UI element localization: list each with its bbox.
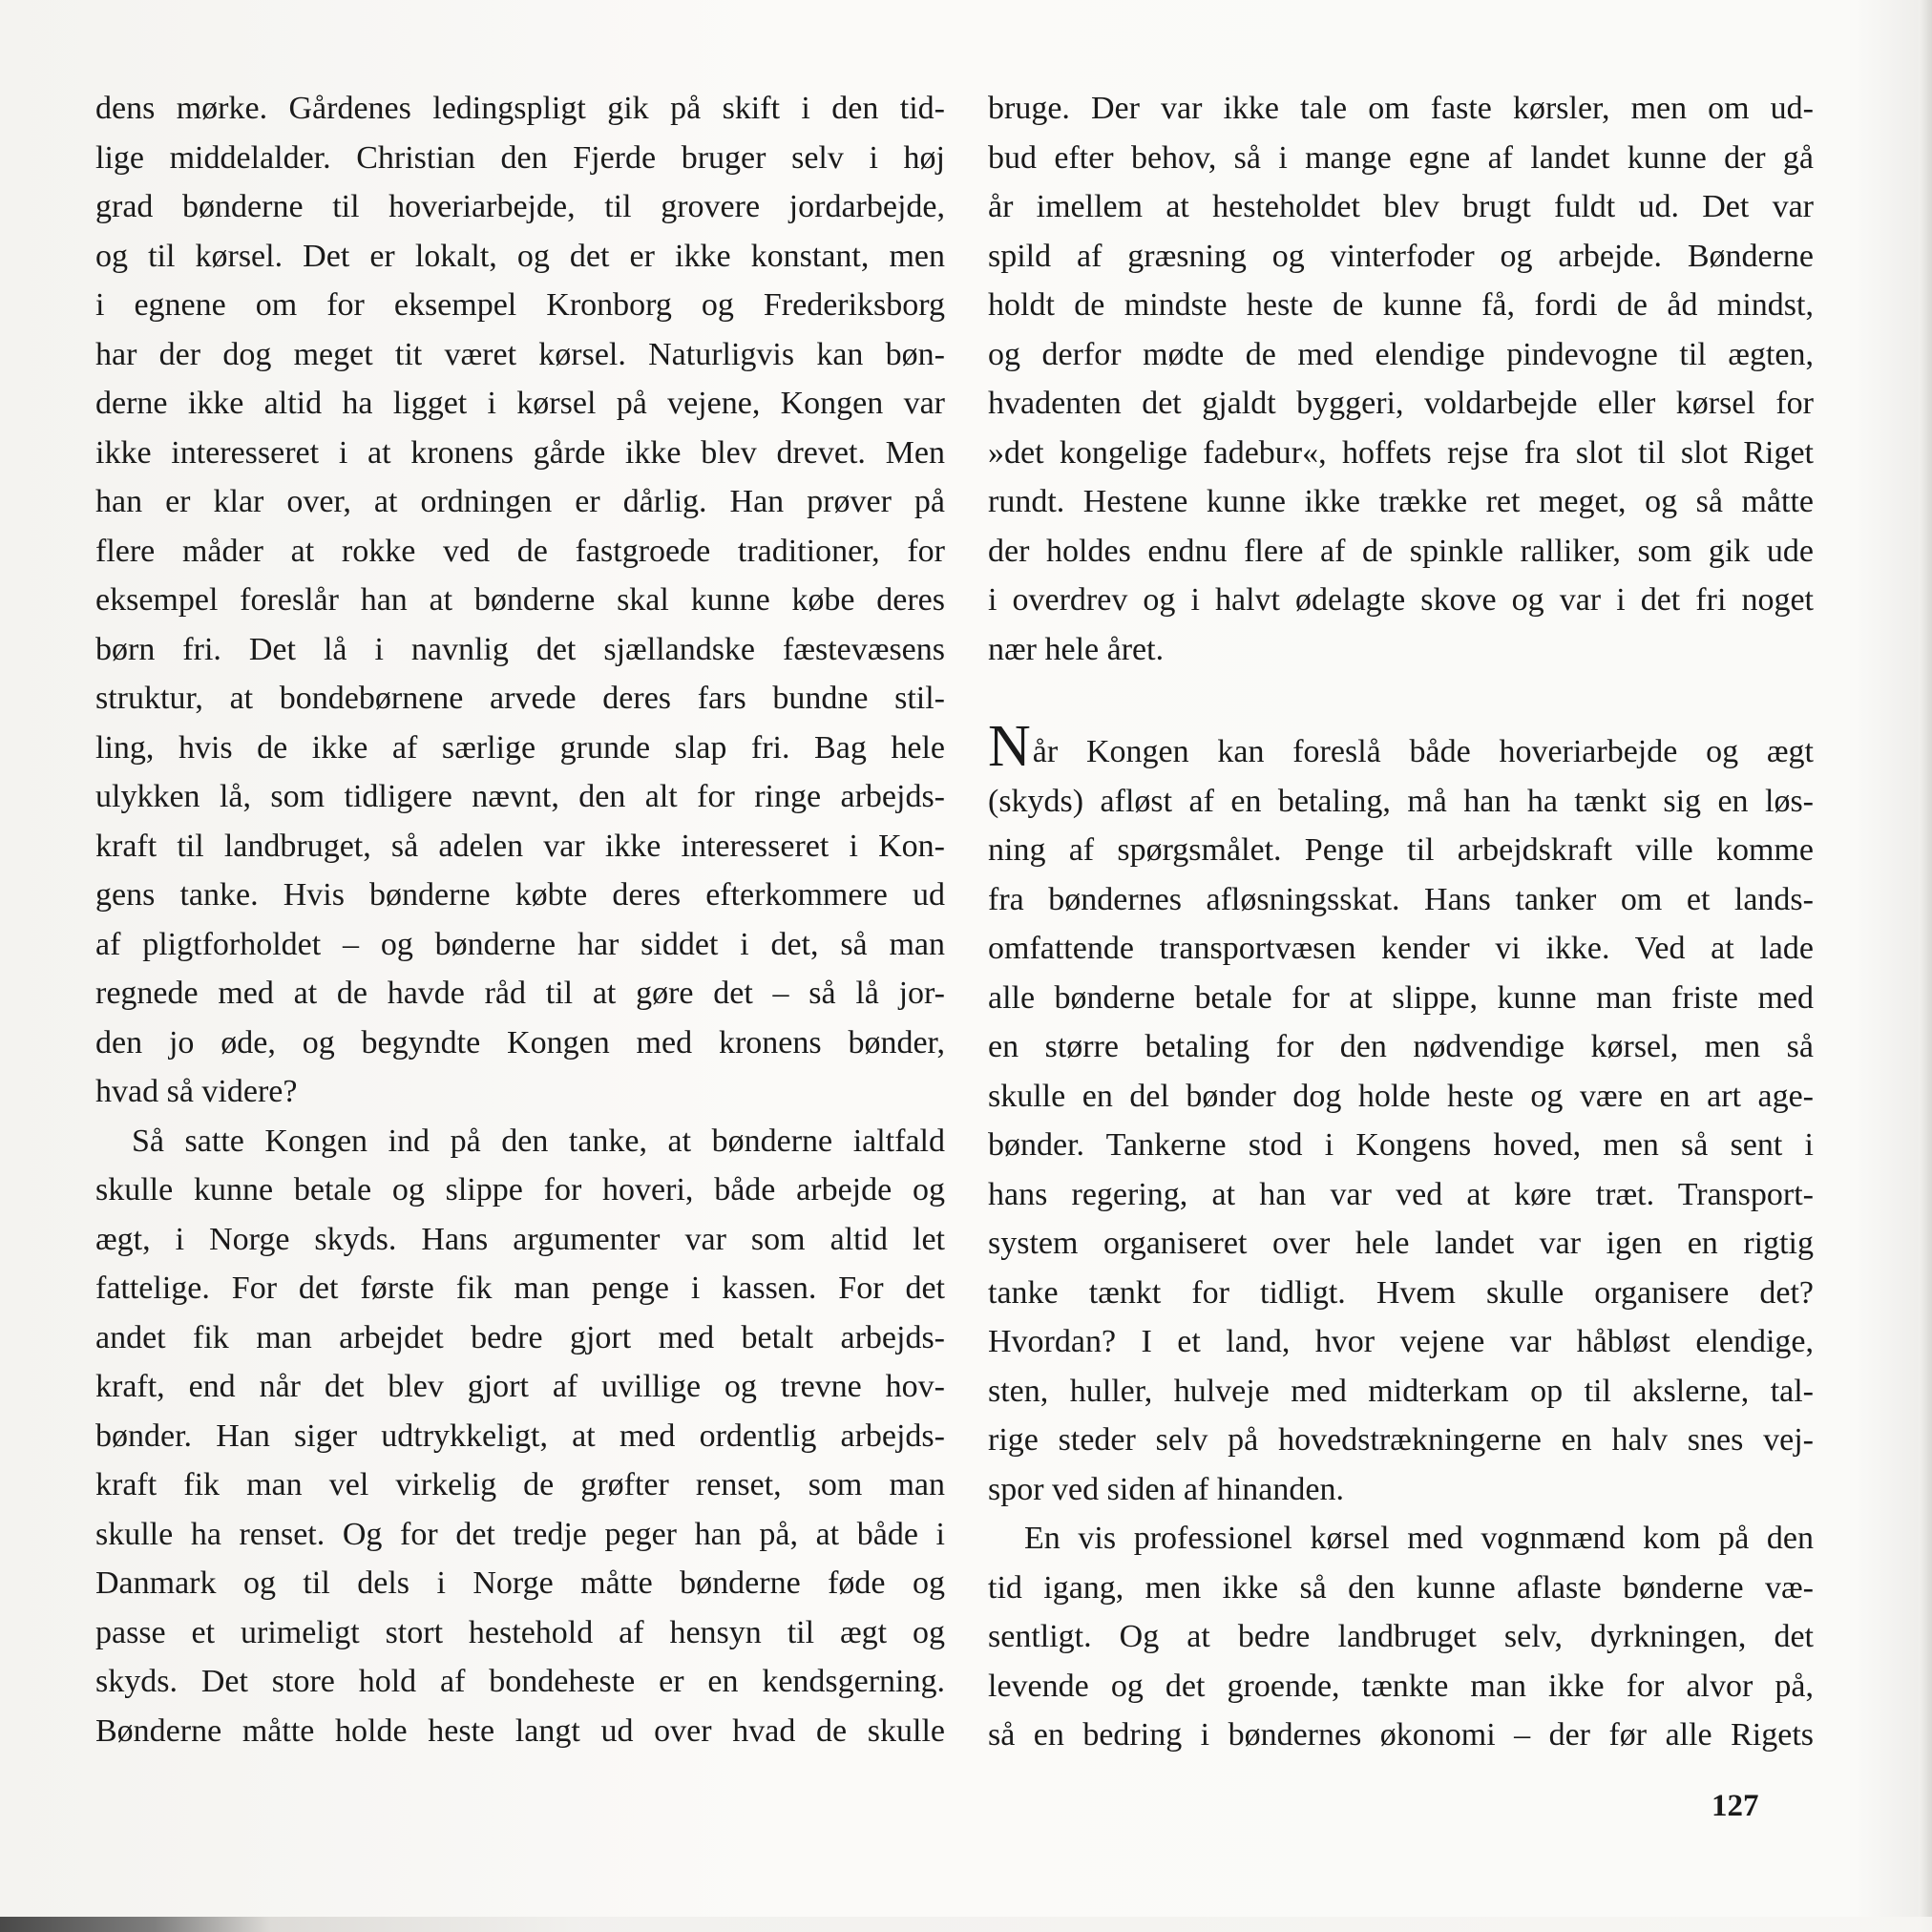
line-text: hvadenten det gjaldt byggeri, voldarbejde eller kørsel for: [988, 386, 1814, 421]
text-line: [988, 625, 1814, 675]
line-text: En vis professionel kørsel med vognmænd kom på den: [1024, 1521, 1814, 1556]
line-text: Hvordan? I et land, hvor vejene var håbløst elendige,: [988, 1324, 1814, 1359]
line-text: tid igang, men ikke så den kunne aflaste bønderne væ-: [988, 1569, 1814, 1606]
line-text: skyds. Det store hold af bondeheste er en kendsgerning.: [95, 1664, 945, 1699]
text-line: [988, 527, 1814, 577]
page-edge-shadow: [1919, 0, 1932, 1932]
text-line: [988, 330, 1814, 380]
text-line: [95, 429, 945, 478]
text-line: [988, 84, 1814, 134]
line-text: han er klar over, at ordningen er dårlig. Han prøver på: [95, 484, 945, 519]
line-text: kraft, end når det blev gjort af uvillige og trevne hov-: [95, 1369, 945, 1404]
line-text: omfattende transportvæsen kender vi ikke. Ved at lade: [988, 931, 1814, 966]
text-line: [988, 1465, 1814, 1515]
text-line: [95, 1608, 945, 1658]
line-text: Danmark og til dels i Norge måtte bønderne føde og: [95, 1565, 945, 1601]
text-line: [988, 1121, 1814, 1170]
line-text: rige steder selv på hovedstrækningerne en halv snes vej-: [988, 1422, 1814, 1458]
line-text: hvad så videre?: [95, 1074, 298, 1109]
line-text: system organiseret over hele landet var igen en rigtig: [988, 1226, 1814, 1261]
text-line: [95, 84, 945, 134]
line-text: levende og det groende, tænkte man ikke for alvor på,: [988, 1668, 1814, 1704]
text-line: [988, 1317, 1814, 1367]
text-line: [988, 379, 1814, 429]
line-text: en større betaling for den nødvendige kørsel, men så: [988, 1029, 1814, 1064]
page-number: 127: [1712, 1789, 1759, 1823]
line-text: grad bønderne til hoveriarbejde, til grovere jordarbejde,: [95, 189, 945, 224]
line-text: kraft til landbruget, så adelen var ikke interesseret i Kon-: [95, 828, 945, 864]
text-line: [95, 1018, 945, 1068]
line-text: ægt, i Norge skyds. Hans argumenter var som altid let: [95, 1221, 945, 1257]
text-line: [95, 1362, 945, 1412]
text-line: [95, 1215, 945, 1265]
right-text-column: [988, 84, 1814, 1760]
line-text: spor ved siden af hinanden.: [988, 1471, 1344, 1507]
text-line: [988, 1072, 1814, 1122]
line-text: hans regering, at han var ved at køre træt. Transport-: [988, 1176, 1814, 1212]
text-line: [95, 920, 945, 970]
line-text: så en bedring i bøndernes økonomi – der før alle Rigets: [988, 1717, 1814, 1753]
text-line: [988, 429, 1814, 478]
text-line: [988, 1219, 1814, 1269]
text-line: [95, 1067, 945, 1117]
line-text: regnede med at de havde råd til at gøre det – så lå jor-: [95, 976, 945, 1011]
line-text: sten, huller, hulveje med midterkam op til akslerne, tal-: [988, 1373, 1814, 1409]
line-text: år imellem at hesteholdet blev brugt fuldt ud. Det var: [988, 189, 1814, 224]
paragraph-gap: [988, 674, 1814, 727]
text-line: [95, 1117, 945, 1166]
line-text: har der dog meget tit været kørsel. Naturligvis kan bøn-: [95, 336, 945, 372]
text-line: [988, 1612, 1814, 1662]
line-text: bønder. Tankerne stod i Kongens hoved, men så sent i: [988, 1127, 1814, 1163]
text-line: [988, 1367, 1814, 1417]
text-line: [95, 576, 945, 625]
line-text: skulle kunne betale og slippe for hoveri, både arbejde og: [95, 1172, 945, 1208]
text-line: [95, 330, 945, 380]
line-text: eksempel foreslår han at bønderne skal kunne købe deres: [95, 582, 945, 618]
text-line: [988, 134, 1814, 183]
text-line: [988, 1269, 1814, 1318]
text-line: [988, 1022, 1814, 1072]
text-line: [95, 724, 945, 773]
line-text: struktur, at bondebørnene arvede deres fars bundne stil-: [95, 681, 945, 716]
text-line: [988, 826, 1814, 875]
line-text: (skyds) afløst af en betaling, må han ha tænkt sig en løs-: [988, 783, 1814, 819]
text-line: [988, 1416, 1814, 1465]
text-line: [95, 822, 945, 872]
text-line: [95, 674, 945, 724]
line-text: og til kørsel. Det er lokalt, og det er ikke konstant, men: [95, 238, 945, 274]
line-text: skulle ha renset. Og for det tredje peger han på, at både i: [95, 1516, 945, 1552]
text-line: [95, 1412, 945, 1461]
text-line: [95, 1657, 945, 1707]
line-text: børn fri. Det lå i navnlig det sjællandske fæstevæsens: [95, 631, 945, 667]
line-text: tanke tænkt for tidligt. Hvem skulle organisere det?: [988, 1274, 1814, 1311]
line-text: ulykken lå, som tidligere nævnt, den alt for ringe arbejds-: [95, 779, 945, 814]
line-text: sentligt. Og at bedre landbruget selv, dyrkningen, det: [988, 1619, 1814, 1654]
line-text: »det kongelige fadebur«, hoffets rejse fra slot til slot Riget: [988, 434, 1814, 471]
text-line: [95, 1313, 945, 1363]
line-text: skulle en del bønder dog holde heste og være en art age-: [988, 1078, 1814, 1114]
line-text: gens tanke. Hvis bønderne købte deres efterkommere ud: [95, 877, 945, 913]
line-text: kraft fik man vel virkelig de grøfter renset, som man: [95, 1467, 945, 1502]
text-line: [95, 1166, 945, 1215]
line-text: og derfor mødte de med elendige pindevogne til ægten,: [988, 336, 1814, 372]
text-line: [988, 974, 1814, 1023]
text-line: [988, 714, 1814, 779]
line-text: fattelige. For det første fik man penge i kassen. For det: [95, 1270, 945, 1306]
text-line: [95, 625, 945, 675]
line-text: af pligtforholdet – og bønderne har siddet i det, så man: [95, 926, 945, 962]
line-text: ning af spørgsmålet. Penge til arbejdskraft ville komme: [988, 832, 1814, 868]
line-text: den jo øde, og begyndte Kongen med kronens bønder,: [95, 1024, 945, 1060]
text-line: [988, 924, 1814, 974]
line-text: ikke interesseret i at kronens gårde ikke blev drevet. Men: [95, 434, 945, 471]
line-text: Bønderne måtte holde heste langt ud over hvad de skulle: [95, 1712, 945, 1749]
text-line: [95, 182, 945, 232]
text-line: [95, 379, 945, 429]
text-line: [988, 576, 1814, 625]
text-line: [95, 1264, 945, 1313]
text-line: [95, 527, 945, 577]
line-text: passe et urimeligt stort hestehold af hensyn til ægt og: [95, 1614, 945, 1650]
drop-cap: N: [988, 714, 1031, 779]
line-text: fra bøndernes afløsningsskat. Hans tanker om et lands-: [988, 881, 1814, 917]
text-line: [988, 232, 1814, 282]
line-text: alle bønderne betale for at slippe, kunne man friste med: [988, 979, 1814, 1016]
line-text: lige middelalder. Christian den Fjerde bruger selv i høj: [95, 139, 945, 176]
line-text: andet fik man arbejdet bedre gjort med betalt arbejds-: [95, 1319, 945, 1355]
text-line: [95, 477, 945, 527]
text-line: [95, 772, 945, 822]
text-line: [988, 1711, 1814, 1760]
text-line: [95, 1559, 945, 1608]
text-line: [988, 182, 1814, 232]
line-text: derne ikke altid ha ligget i kørsel på vejene, Kongen var: [95, 386, 945, 421]
text-line: [988, 875, 1814, 925]
text-line: [988, 1564, 1814, 1613]
text-line: [95, 1707, 945, 1756]
text-line: [988, 777, 1814, 827]
line-text: dens mørke. Gårdenes ledingspligt gik på skift i den tid-: [95, 91, 945, 126]
line-text: bruge. Der var ikke tale om faste kørsler, men om ud-: [988, 91, 1814, 126]
line-text: i overdrev og i halvt ødelagte skove og var i det fri noget: [988, 582, 1814, 618]
text-line: [988, 1662, 1814, 1712]
line-text: flere måder at rokke ved de fastgroede traditioner, for: [95, 533, 945, 569]
line-text: år Kongen kan foreslå både hoveriarbejde og ægt: [1032, 734, 1814, 769]
text-line: [988, 281, 1814, 330]
left-text-column: [95, 84, 945, 1755]
text-line: [988, 1170, 1814, 1220]
line-text: nær hele året.: [988, 631, 1165, 667]
line-text: der holdes endnu flere af de spinkle ralliker, som gik ude: [988, 533, 1814, 569]
text-line: [95, 1510, 945, 1560]
line-text: bud efter behov, så i mange egne af landet kunne der gå: [988, 139, 1814, 176]
text-line: [95, 281, 945, 330]
text-line: [95, 1460, 945, 1510]
line-text: ling, hvis de ikke af særlige grunde slap fri. Bag hele: [95, 729, 945, 766]
text-line: [95, 232, 945, 282]
line-text: Så satte Kongen ind på den tanke, at bønderne ialtfald: [132, 1123, 945, 1159]
text-line: [988, 477, 1814, 527]
text-line: [988, 1514, 1814, 1564]
line-text: spild af græsning og vinterfoder og arbejde. Bønderne: [988, 238, 1814, 274]
line-text: holdt de mindste heste de kunne få, fordi de åd mindst,: [988, 287, 1814, 323]
text-line: [95, 969, 945, 1018]
line-text: bønder. Han siger udtrykkeligt, at med ordentlig arbejds-: [95, 1418, 945, 1454]
text-line: [95, 134, 945, 183]
text-line: [95, 871, 945, 920]
line-text: rundt. Hestene kunne ikke trække ret meget, og så måtte: [988, 484, 1814, 519]
page-bottom-edge: [0, 1917, 1932, 1932]
line-text: i egnene om for eksempel Kronborg og Frederiksborg: [95, 287, 945, 323]
